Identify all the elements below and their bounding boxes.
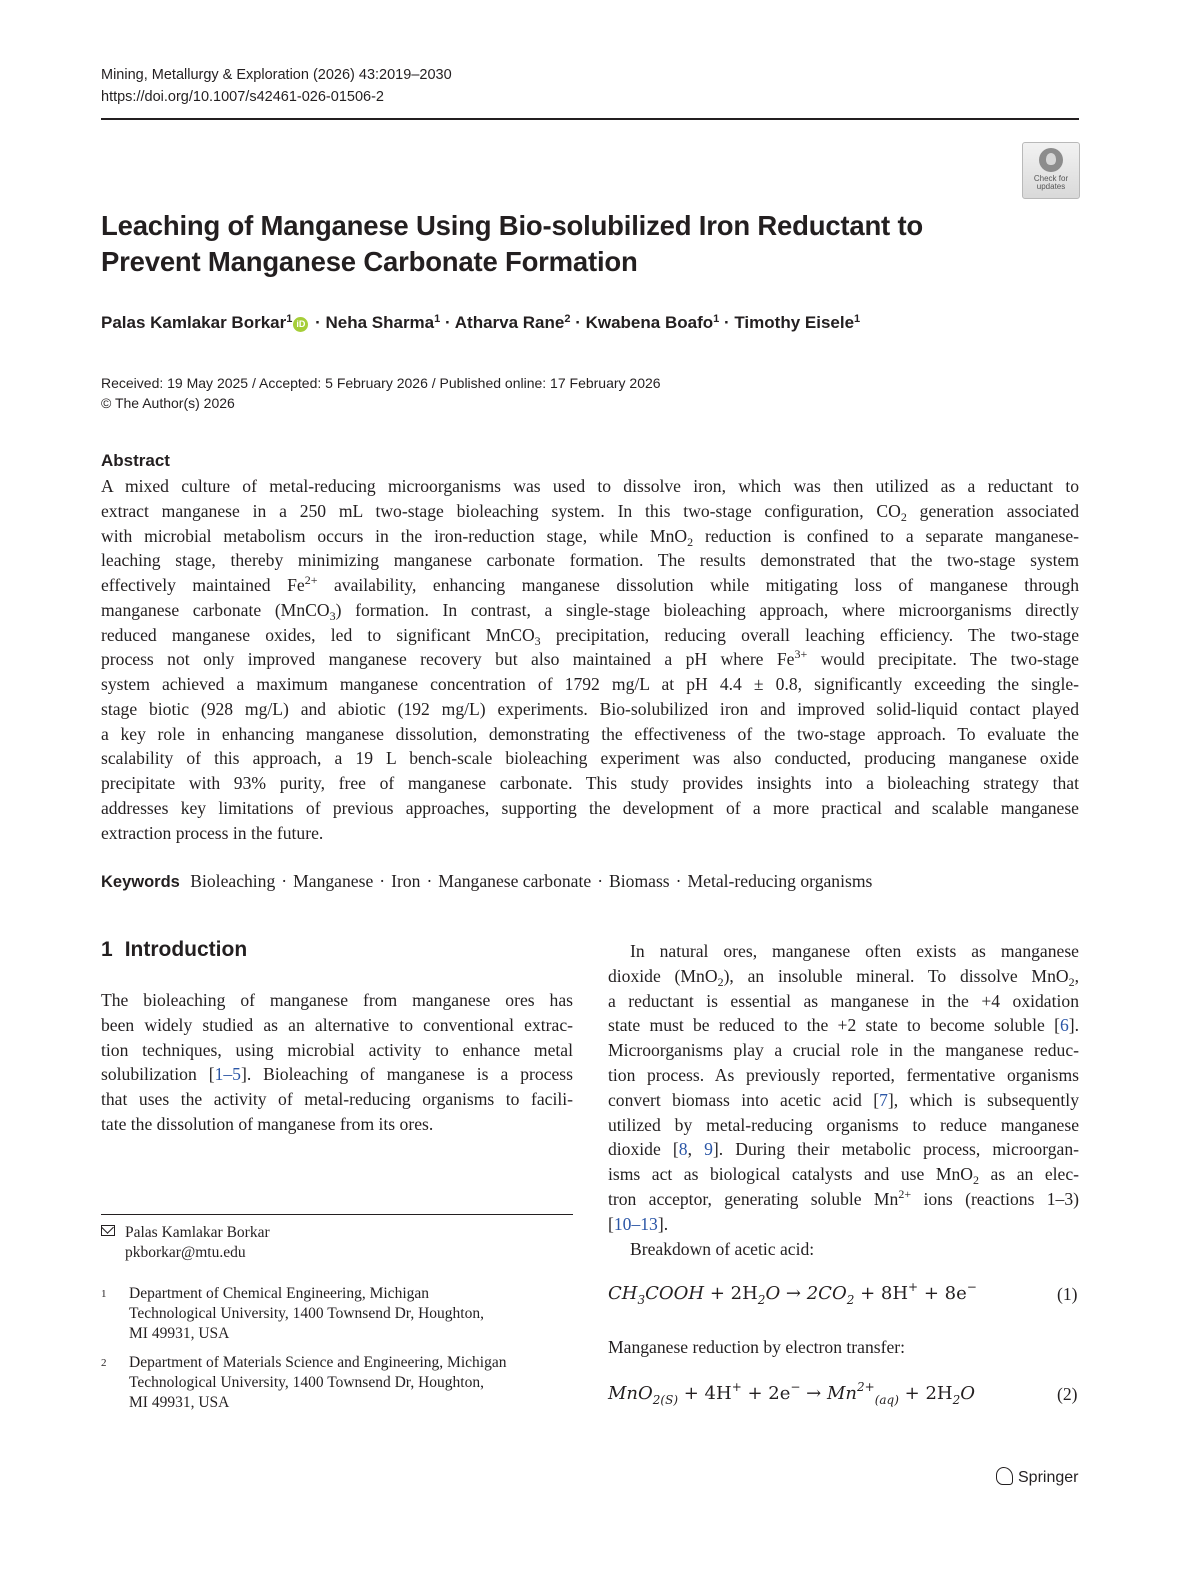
body-line: that uses the activity of metal-reducing organisms to facili- — [101, 1089, 573, 1110]
body-line: isms act as biological catalysts and use MnO$_2$ as an elec- — [608, 1164, 1079, 1188]
keyword[interactable]: Iron — [391, 871, 421, 891]
intro-left-column — [101, 988, 573, 1137]
citation-link[interactable]: 6 — [1059, 1015, 1069, 1036]
check-for-updates-badge[interactable] — [1022, 142, 1080, 199]
body-line: state must be reduced to the +2 state to become soluble [6]. — [608, 1015, 1079, 1036]
equation-number: (2) — [1057, 1384, 1078, 1404]
citation-link[interactable]: 7 — [879, 1089, 888, 1110]
keyword-separator: · — [675, 871, 682, 891]
author-name[interactable]: Kwabena Boafo — [585, 313, 714, 332]
publisher-logo — [996, 1467, 1078, 1489]
body-line: utilized by metal-reducing organisms to reduce manganese — [608, 1114, 1079, 1135]
corresponding-name: Palas Kamlakar Borkar — [125, 1224, 270, 1241]
section-title: Introduction — [124, 938, 248, 961]
body-line: dioxide (MnO$_2$), an insoluble mineral. To dissolve MnO$_2$, — [608, 965, 1079, 989]
body-line: tion techniques, using microbial activity to enhance metal — [101, 1039, 573, 1060]
author-list — [101, 311, 860, 335]
author-name[interactable]: Palas Kamlakar Borkar — [101, 313, 287, 332]
abstract-line: reduced manganese oxides, led to significant MnCO$_3$ precipitation, reducing overall leaching efficiency. The two-stage — [101, 624, 1079, 648]
section-heading-introduction — [101, 936, 247, 964]
doi-link[interactable]: https://doi.org/10.1007/s42461-026-01506-2 — [101, 89, 384, 105]
abstract-line: extract manganese in a 250 mL two-stage bioleaching system. In this two-stage configuration, $CO_2$ generation associated — [101, 500, 1079, 524]
affiliation-line: Department of Materials Science and Engineering, Michigan — [129, 1354, 507, 1371]
abstract-line: leaching stage, thereby minimizing manganese carbonate formation. The results demonstrated that the two-stage system — [101, 550, 1079, 571]
author-separator: · — [570, 313, 586, 332]
journal-header — [101, 64, 452, 108]
body-line: [10–13]. — [608, 1213, 669, 1234]
affiliation-2 — [101, 1353, 506, 1413]
keyword-separator: · — [281, 871, 288, 891]
author-affiliation: 1 — [854, 313, 861, 325]
citation-link[interactable]: 9 — [704, 1139, 713, 1160]
author-separator: · — [310, 313, 326, 332]
body-line: convert biomass into acetic acid [7], which is subsequently — [608, 1089, 1079, 1110]
body-line: tate the dissolution of manganese from its ores. — [101, 1113, 434, 1134]
corresponding-email[interactable]: pkborkar@mtu.edu — [125, 1244, 246, 1261]
body-line: tron acceptor, generating soluble $Mn^{2+}$ ions (reactions 1–3) — [608, 1186, 1080, 1209]
keyword[interactable]: Biomass — [609, 871, 670, 891]
springer-horse-icon — [996, 1467, 1013, 1485]
affiliation-mark: 1 — [101, 1288, 107, 1300]
abstract-line: A mixed culture of metal-reducing microorganisms was used to dissolve iron, which was then utilized as a reductant to — [101, 476, 1079, 496]
badge-line-1: Check for — [1033, 174, 1069, 183]
title-line-2: Prevent Manganese Carbonate Formation — [101, 246, 638, 277]
author-affiliation: 1 — [713, 313, 720, 325]
affiliation-line: MI 49931, USA — [129, 1325, 230, 1342]
abstract-line: scalability of this approach, a 19 L bench-scale bioleaching experiment was also conducted, producing manganese oxide — [101, 748, 1079, 769]
affiliation-line: Technological University, 1400 Townsend Dr, Houghton, — [129, 1374, 484, 1391]
affiliation-line: Department of Chemical Engineering, Michigan — [129, 1285, 430, 1302]
abstract-line: system achieved a maximum manganese concentration of 1792 mg/L at pH 4.4 ± 0.8, significantly exceeding the single- — [101, 674, 1079, 694]
body-line: Microorganisms play a crucial role in the manganese reduc- — [608, 1040, 1079, 1061]
affiliation-line: Technological University, 1400 Townsend Dr, Houghton, — [129, 1305, 484, 1322]
affiliation-line: MI 49931, USA — [129, 1394, 230, 1411]
equation-number: (1) — [1057, 1284, 1078, 1304]
article-title — [101, 208, 1001, 280]
author-separator: · — [440, 313, 455, 332]
equation-2: $MnO_{2(S)} + 4H^+ + 2e^- \to Mn^{2+}_{(aq)} + 2H_2O$ — [608, 1380, 976, 1407]
keyword-separator: · — [379, 871, 386, 891]
abstract-heading: Abstract — [101, 451, 170, 470]
keyword[interactable]: Bioleaching — [190, 871, 276, 891]
body-line: The bioleaching of manganese from manganese ores has — [101, 990, 573, 1010]
author-affiliation: 1 — [286, 313, 293, 325]
keyword[interactable]: Manganese carbonate — [438, 871, 592, 891]
body-line: Breakdown of acetic acid: — [630, 1238, 815, 1259]
body-line: been widely studied as an alternative to conventional extrac- — [101, 1014, 573, 1035]
citation-link[interactable]: 10–13 — [613, 1213, 658, 1234]
abstract-line: addresses key limitations of previous approaches, supporting the development of a more practical and scalable manganese — [101, 797, 1079, 818]
author-name[interactable]: Atharva Rane — [454, 313, 565, 332]
section-number: 1 — [101, 938, 113, 961]
affiliation-mark: 2 — [101, 1357, 107, 1369]
abstract-line: manganese carbonate (MnCO$_3$) formation. In contrast, a single-stage bioleaching approach, where microorganisms directly — [101, 599, 1079, 623]
abstract-line: a key role in enhancing manganese dissolution, demonstrating the effectiveness of the two-stage approach. To evaluate the — [101, 723, 1079, 744]
abstract-line: extraction process in the future. — [101, 822, 324, 843]
author-separator: · — [719, 313, 735, 332]
body-line: tion process. As previously reported, fermentative organisms — [608, 1064, 1079, 1085]
abstract-body — [101, 474, 1079, 845]
keyword-separator: · — [426, 871, 433, 891]
citation-link[interactable]: 8 — [678, 1139, 688, 1160]
author-affiliation: 2 — [564, 313, 571, 325]
body-line: a reductant is essential as manganese in the +4 oxidation — [608, 990, 1079, 1011]
keyword-separator: · — [597, 871, 604, 891]
keywords — [101, 869, 872, 894]
body-line: In natural ores, manganese often exists as manganese — [630, 941, 1079, 961]
body-line: dioxide [8, 9]. During their metabolic process, microorgan- — [608, 1139, 1080, 1160]
citation-link[interactable]: 1–5 — [214, 1064, 241, 1085]
orcid-icon[interactable]: iD — [293, 317, 308, 332]
intro-right-column — [608, 939, 1079, 1261]
keyword[interactable]: Metal-reducing organisms — [687, 871, 873, 891]
equation-1: $CH_3COOH + 2H_2O \to 2CO_2 + 8H^+ + 8e^-$ — [608, 1280, 977, 1307]
envelope-icon — [101, 1225, 115, 1236]
abstract-line: with microbial metabolism occurs in the iron-reduction stage, while MnO$_2$ reduction is confined to a separate manganese- — [101, 525, 1080, 549]
history-dates: Received: 19 May 2025 / Accepted: 5 February 2026 / Published online: 17 February 2026 — [101, 375, 661, 391]
keyword[interactable]: Manganese — [293, 871, 374, 891]
author-name[interactable]: Timothy Eisele — [734, 313, 855, 332]
copyright-line: © The Author(s) 2026 — [101, 395, 235, 411]
bookmark-icon — [1039, 148, 1063, 172]
abstract-line: precipitate with 93% purity, free of manganese carbonate. This study provides insights into a bioleaching strategy that — [101, 773, 1079, 793]
abstract-line: stage biotic (928 mg/L) and abiotic (192 mg/L) experiments. Bio-solubilized iron and improved solid-liquid contact played — [101, 698, 1079, 719]
publication-dates — [101, 373, 661, 413]
header-rule — [101, 118, 1079, 120]
equation-caption: Manganese reduction by electron transfer: — [608, 1337, 906, 1357]
footnote-rule — [101, 1214, 573, 1215]
keywords-heading: Keywords — [101, 873, 180, 891]
author-name[interactable]: Neha Sharma — [325, 313, 435, 332]
title-line-1: Leaching of Manganese Using Bio-solubilized Iron Reductant to — [101, 210, 924, 241]
author-affiliation: 1 — [434, 313, 441, 325]
body-line: solubilization [1–5]. Bioleaching of manganese is a process — [101, 1064, 573, 1085]
abstract-line: effectively maintained $Fe^{2+}$ availability, enhancing manganese dissolution while mitigating loss of manganese through — [101, 573, 1079, 595]
badge-line-2: updates — [1036, 182, 1066, 191]
corresponding-author — [101, 1223, 270, 1263]
abstract-line: process not only improved manganese recovery but also maintained a pH where $Fe^{3+}$ would precipitate. The two-stage — [101, 647, 1079, 670]
affiliation-1 — [101, 1284, 484, 1344]
publisher-name: Springer — [1018, 1469, 1079, 1486]
journal-citation: Mining, Metallurgy & Exploration (2026) 43:2019–2030 — [101, 67, 452, 83]
